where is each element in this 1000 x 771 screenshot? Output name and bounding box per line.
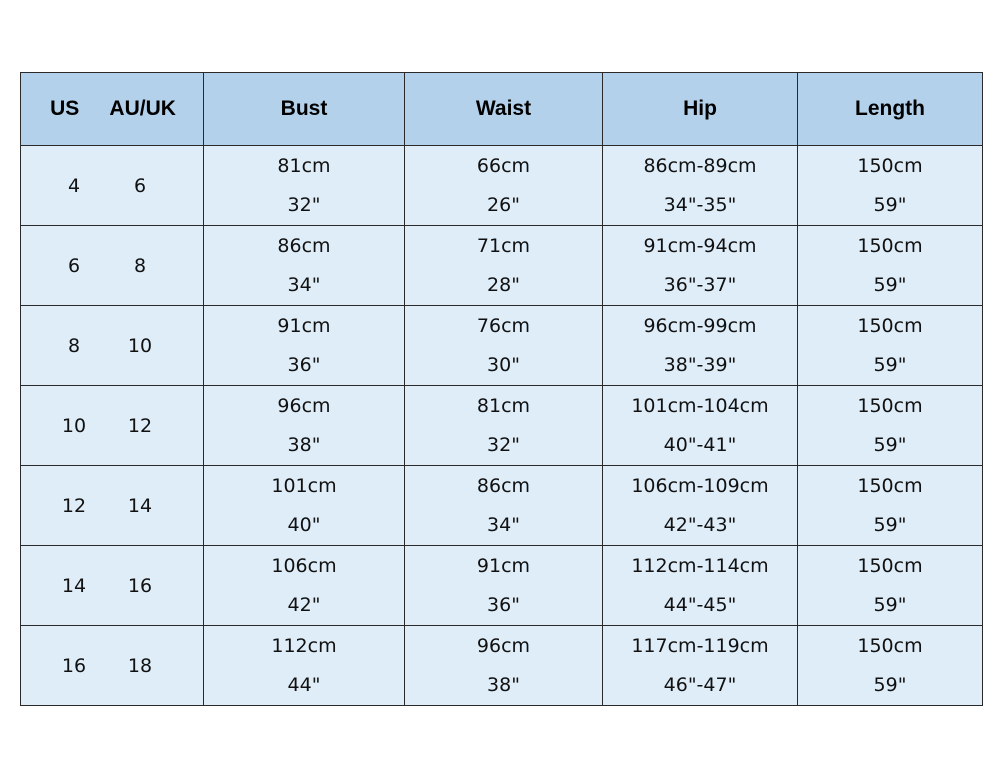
header-us: US bbox=[50, 97, 80, 120]
waist-inch: 34" bbox=[487, 514, 520, 536]
hip-inch: 46"-47" bbox=[663, 674, 737, 696]
bust-inch: 36" bbox=[287, 354, 321, 376]
hip-cell bbox=[603, 546, 798, 626]
bust-inch: 44" bbox=[287, 674, 321, 696]
bust-cm: 81cm bbox=[277, 155, 331, 177]
hip-inch: 36"-37" bbox=[663, 274, 737, 296]
size-cell bbox=[21, 146, 204, 226]
bust-cell bbox=[204, 226, 405, 306]
waist-cell bbox=[405, 306, 603, 386]
hip-cm: 96cm-99cm bbox=[643, 315, 757, 337]
waist-cell bbox=[405, 146, 603, 226]
waist-cm: 86cm bbox=[476, 475, 531, 497]
size-chart-table bbox=[20, 72, 983, 706]
length-inch: 59" bbox=[873, 594, 907, 616]
bust-inch: 32" bbox=[287, 194, 321, 216]
au-uk-size: 16 bbox=[127, 574, 153, 597]
hip-cm: 86cm-89cm bbox=[643, 155, 757, 177]
bust-cell bbox=[204, 626, 405, 706]
waist-cm: 76cm bbox=[476, 315, 531, 337]
hip-cell bbox=[603, 146, 798, 226]
hip-inch: 42"-43" bbox=[663, 514, 737, 536]
table-row bbox=[21, 386, 983, 466]
length-cm: 150cm bbox=[857, 315, 923, 337]
us-size: 14 bbox=[61, 574, 87, 597]
bust-inch: 40" bbox=[287, 514, 321, 536]
length-cell bbox=[798, 306, 983, 386]
hip-cm: 101cm-104cm bbox=[631, 395, 769, 417]
us-size: 10 bbox=[61, 414, 87, 437]
length-cell bbox=[798, 386, 983, 466]
hip-inch: 34"-35" bbox=[663, 194, 737, 216]
header-waist: Waist bbox=[405, 73, 603, 146]
table-row bbox=[21, 226, 983, 306]
au-uk-size: 14 bbox=[127, 494, 153, 517]
waist-cell bbox=[405, 226, 603, 306]
hip-cm: 91cm-94cm bbox=[643, 235, 757, 257]
waist-inch: 32" bbox=[487, 434, 520, 456]
bust-cm: 106cm bbox=[271, 555, 337, 577]
hip-inch: 40"-41" bbox=[663, 434, 737, 456]
bust-cell bbox=[204, 146, 405, 226]
length-cell bbox=[798, 146, 983, 226]
waist-cell bbox=[405, 626, 603, 706]
waist-cell bbox=[405, 546, 603, 626]
waist-cm: 91cm bbox=[476, 555, 531, 577]
length-cm: 150cm bbox=[857, 155, 923, 177]
bust-cell bbox=[204, 466, 405, 546]
bust-cell bbox=[204, 386, 405, 466]
table-row bbox=[21, 306, 983, 386]
waist-inch: 26" bbox=[487, 194, 520, 216]
length-inch: 59" bbox=[873, 434, 907, 456]
hip-cm: 106cm-109cm bbox=[631, 475, 769, 497]
waist-inch: 30" bbox=[487, 354, 520, 376]
table-row bbox=[21, 466, 983, 546]
us-size: 8 bbox=[67, 334, 81, 357]
header-au-uk: AU/UK bbox=[109, 97, 176, 120]
bust-inch: 42" bbox=[287, 594, 321, 616]
size-chart-body bbox=[21, 146, 983, 706]
au-uk-size: 10 bbox=[127, 334, 153, 357]
waist-inch: 28" bbox=[487, 274, 520, 296]
bust-inch: 34" bbox=[287, 274, 321, 296]
bust-cm: 112cm bbox=[271, 635, 337, 657]
au-uk-size: 8 bbox=[133, 254, 147, 277]
bust-cm: 86cm bbox=[277, 235, 331, 257]
waist-inch: 36" bbox=[487, 594, 520, 616]
length-cell bbox=[798, 626, 983, 706]
length-cm: 150cm bbox=[857, 395, 923, 417]
header-row bbox=[21, 73, 983, 146]
us-size: 4 bbox=[67, 174, 81, 197]
length-cell bbox=[798, 546, 983, 626]
bust-cm: 96cm bbox=[277, 395, 331, 417]
hip-cell bbox=[603, 386, 798, 466]
waist-inch: 38" bbox=[487, 674, 520, 696]
length-cm: 150cm bbox=[857, 635, 923, 657]
size-cell bbox=[21, 226, 204, 306]
hip-cell bbox=[603, 226, 798, 306]
bust-cell bbox=[204, 306, 405, 386]
au-uk-size: 18 bbox=[127, 654, 153, 677]
hip-cm: 117cm-119cm bbox=[631, 635, 769, 657]
hip-cell bbox=[603, 626, 798, 706]
header-length: Length bbox=[798, 73, 983, 146]
us-size: 16 bbox=[61, 654, 87, 677]
au-uk-size: 6 bbox=[133, 174, 147, 197]
waist-cell bbox=[405, 386, 603, 466]
hip-cell bbox=[603, 466, 798, 546]
length-inch: 59" bbox=[873, 514, 907, 536]
bust-inch: 38" bbox=[287, 434, 321, 456]
length-cell bbox=[798, 226, 983, 306]
size-cell bbox=[21, 306, 204, 386]
hip-cell bbox=[603, 306, 798, 386]
length-inch: 59" bbox=[873, 674, 907, 696]
size-cell bbox=[21, 386, 204, 466]
size-cell bbox=[21, 546, 204, 626]
length-cm: 150cm bbox=[857, 235, 923, 257]
us-size: 12 bbox=[61, 494, 87, 517]
table-row bbox=[21, 146, 983, 226]
hip-inch: 44"-45" bbox=[663, 594, 737, 616]
waist-cm: 71cm bbox=[476, 235, 531, 257]
size-cell bbox=[21, 626, 204, 706]
hip-inch: 38"-39" bbox=[663, 354, 737, 376]
waist-cm: 66cm bbox=[476, 155, 531, 177]
length-cm: 150cm bbox=[857, 555, 923, 577]
length-inch: 59" bbox=[873, 274, 907, 296]
header-bust: Bust bbox=[204, 73, 405, 146]
table-row bbox=[21, 626, 983, 706]
waist-cm: 81cm bbox=[476, 395, 531, 417]
au-uk-size: 12 bbox=[127, 414, 153, 437]
length-cell bbox=[798, 466, 983, 546]
waist-cm: 96cm bbox=[476, 635, 531, 657]
length-cm: 150cm bbox=[857, 475, 923, 497]
bust-cm: 101cm bbox=[271, 475, 337, 497]
us-size: 6 bbox=[67, 254, 81, 277]
bust-cell bbox=[204, 546, 405, 626]
header-hip: Hip bbox=[603, 73, 798, 146]
bust-cm: 91cm bbox=[277, 315, 331, 337]
hip-cm: 112cm-114cm bbox=[631, 555, 769, 577]
waist-cell bbox=[405, 466, 603, 546]
size-cell bbox=[21, 466, 204, 546]
table-row bbox=[21, 546, 983, 626]
size-chart-header bbox=[21, 73, 983, 146]
header-size-cell bbox=[21, 73, 204, 146]
length-inch: 59" bbox=[873, 354, 907, 376]
length-inch: 59" bbox=[873, 194, 907, 216]
